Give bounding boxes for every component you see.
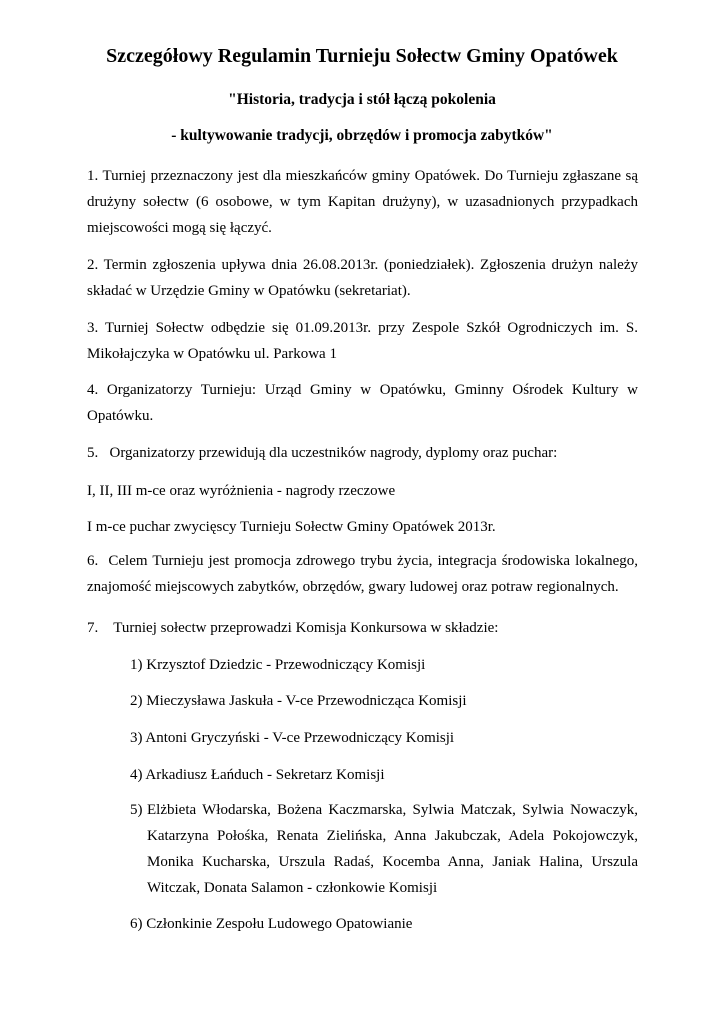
committee-member-4: 4) Arkadiusz Łańduch - Sekretarz Komisji <box>130 767 385 783</box>
committee-member-1: 1) Krzysztof Dziedzic - Przewodniczący Komisji <box>130 657 426 673</box>
committee-member-5-number: 5) <box>130 802 143 818</box>
paragraph-4-organizers: 4. Organizatorzy Turnieju: Urząd Gminy w Opatówku, Gminny Ośrodek Kultury w Opatówku. <box>87 382 638 424</box>
committee-member-3: 3) Antoni Gryczyński - V-ce Przewodniczący Komisji <box>130 730 455 746</box>
paragraph-5-prizes-cup: I m-ce puchar zwycięscy Turnieju Sołectw Gminy Opatówek 2013r. <box>87 519 496 535</box>
paragraph-7-committee-intro: 7. Turniej sołectw przeprowadzi Komisja Konkursowa w składzie: <box>87 620 499 636</box>
paragraph-5-prizes: 5. Organizatorzy przewidują dla uczestników nagrody, dyplomy oraz puchar: <box>87 445 558 461</box>
committee-member-2: 2) Mieczysława Jaskuła - V-ce Przewodnicząca Komisji <box>130 693 467 709</box>
paragraph-3-venue: 3. Turniej Sołectw odbędzie się 01.09.2013r. przy Zespole Szkół Ogrodniczych im. S. Mikołajczyka w Opatówku ul. Parkowa 1 <box>87 320 638 362</box>
paragraph-5-prizes-awards: I, II, III m-ce oraz wyróżnienia - nagrody rzeczowe <box>87 483 396 499</box>
document-title: Szczegółowy Regulamin Turnieju Sołectw Gminy Opatówek <box>106 45 618 67</box>
document-subtitle-theme: - kultywowanie tradycji, obrzędów i promocja zabytków" <box>171 127 553 144</box>
paragraph-6-goal: 6. Celem Turnieju jest promocja zdrowego trybu życia, integracja środowiska lokalnego, znajomość miejscowych zabytków, obrzędów, gwary ludowej oraz potraw regionalnych. <box>87 553 638 595</box>
paragraph-1-participants: 1. Turniej przeznaczony jest dla mieszkańców gminy Opatówek. Do Turnieju zgłaszane są drużyny sołectw (6 osobowe, w tym Kapitan drużyny), w uzasadnionych przypadkach miejscowości mogą się łączyć. <box>87 168 638 236</box>
committee-members-5 <box>130 797 638 901</box>
paragraph-2-registration-deadline: 2. Termin zgłoszenia upływa dnia 26.08.2013r. (poniedziałek). Zgłoszenia drużyn należy składać w Urzędzie Gminy w Opatówku (sekretariat). <box>87 257 638 299</box>
committee-member-6: 6) Członkinie Zespołu Ludowego Opatowianie <box>130 916 413 932</box>
document-subtitle-motto: "Historia, tradycja i stół łączą pokolenia <box>228 91 496 108</box>
committee-member-5-names: Elżbieta Włodarska, Bożena Kaczmarska, Sylwia Matczak, Sylwia Nowaczyk, Katarzyna Połośka, Renata Zielińska, Anna Jakubczak, Adela Pokojowczyk, Monika Kucharska, Urszula Radaś, Kocemba Anna, Janiak Halina, Urszula Witczak, Donata Salamon - członkowie Komisji <box>147 802 638 896</box>
